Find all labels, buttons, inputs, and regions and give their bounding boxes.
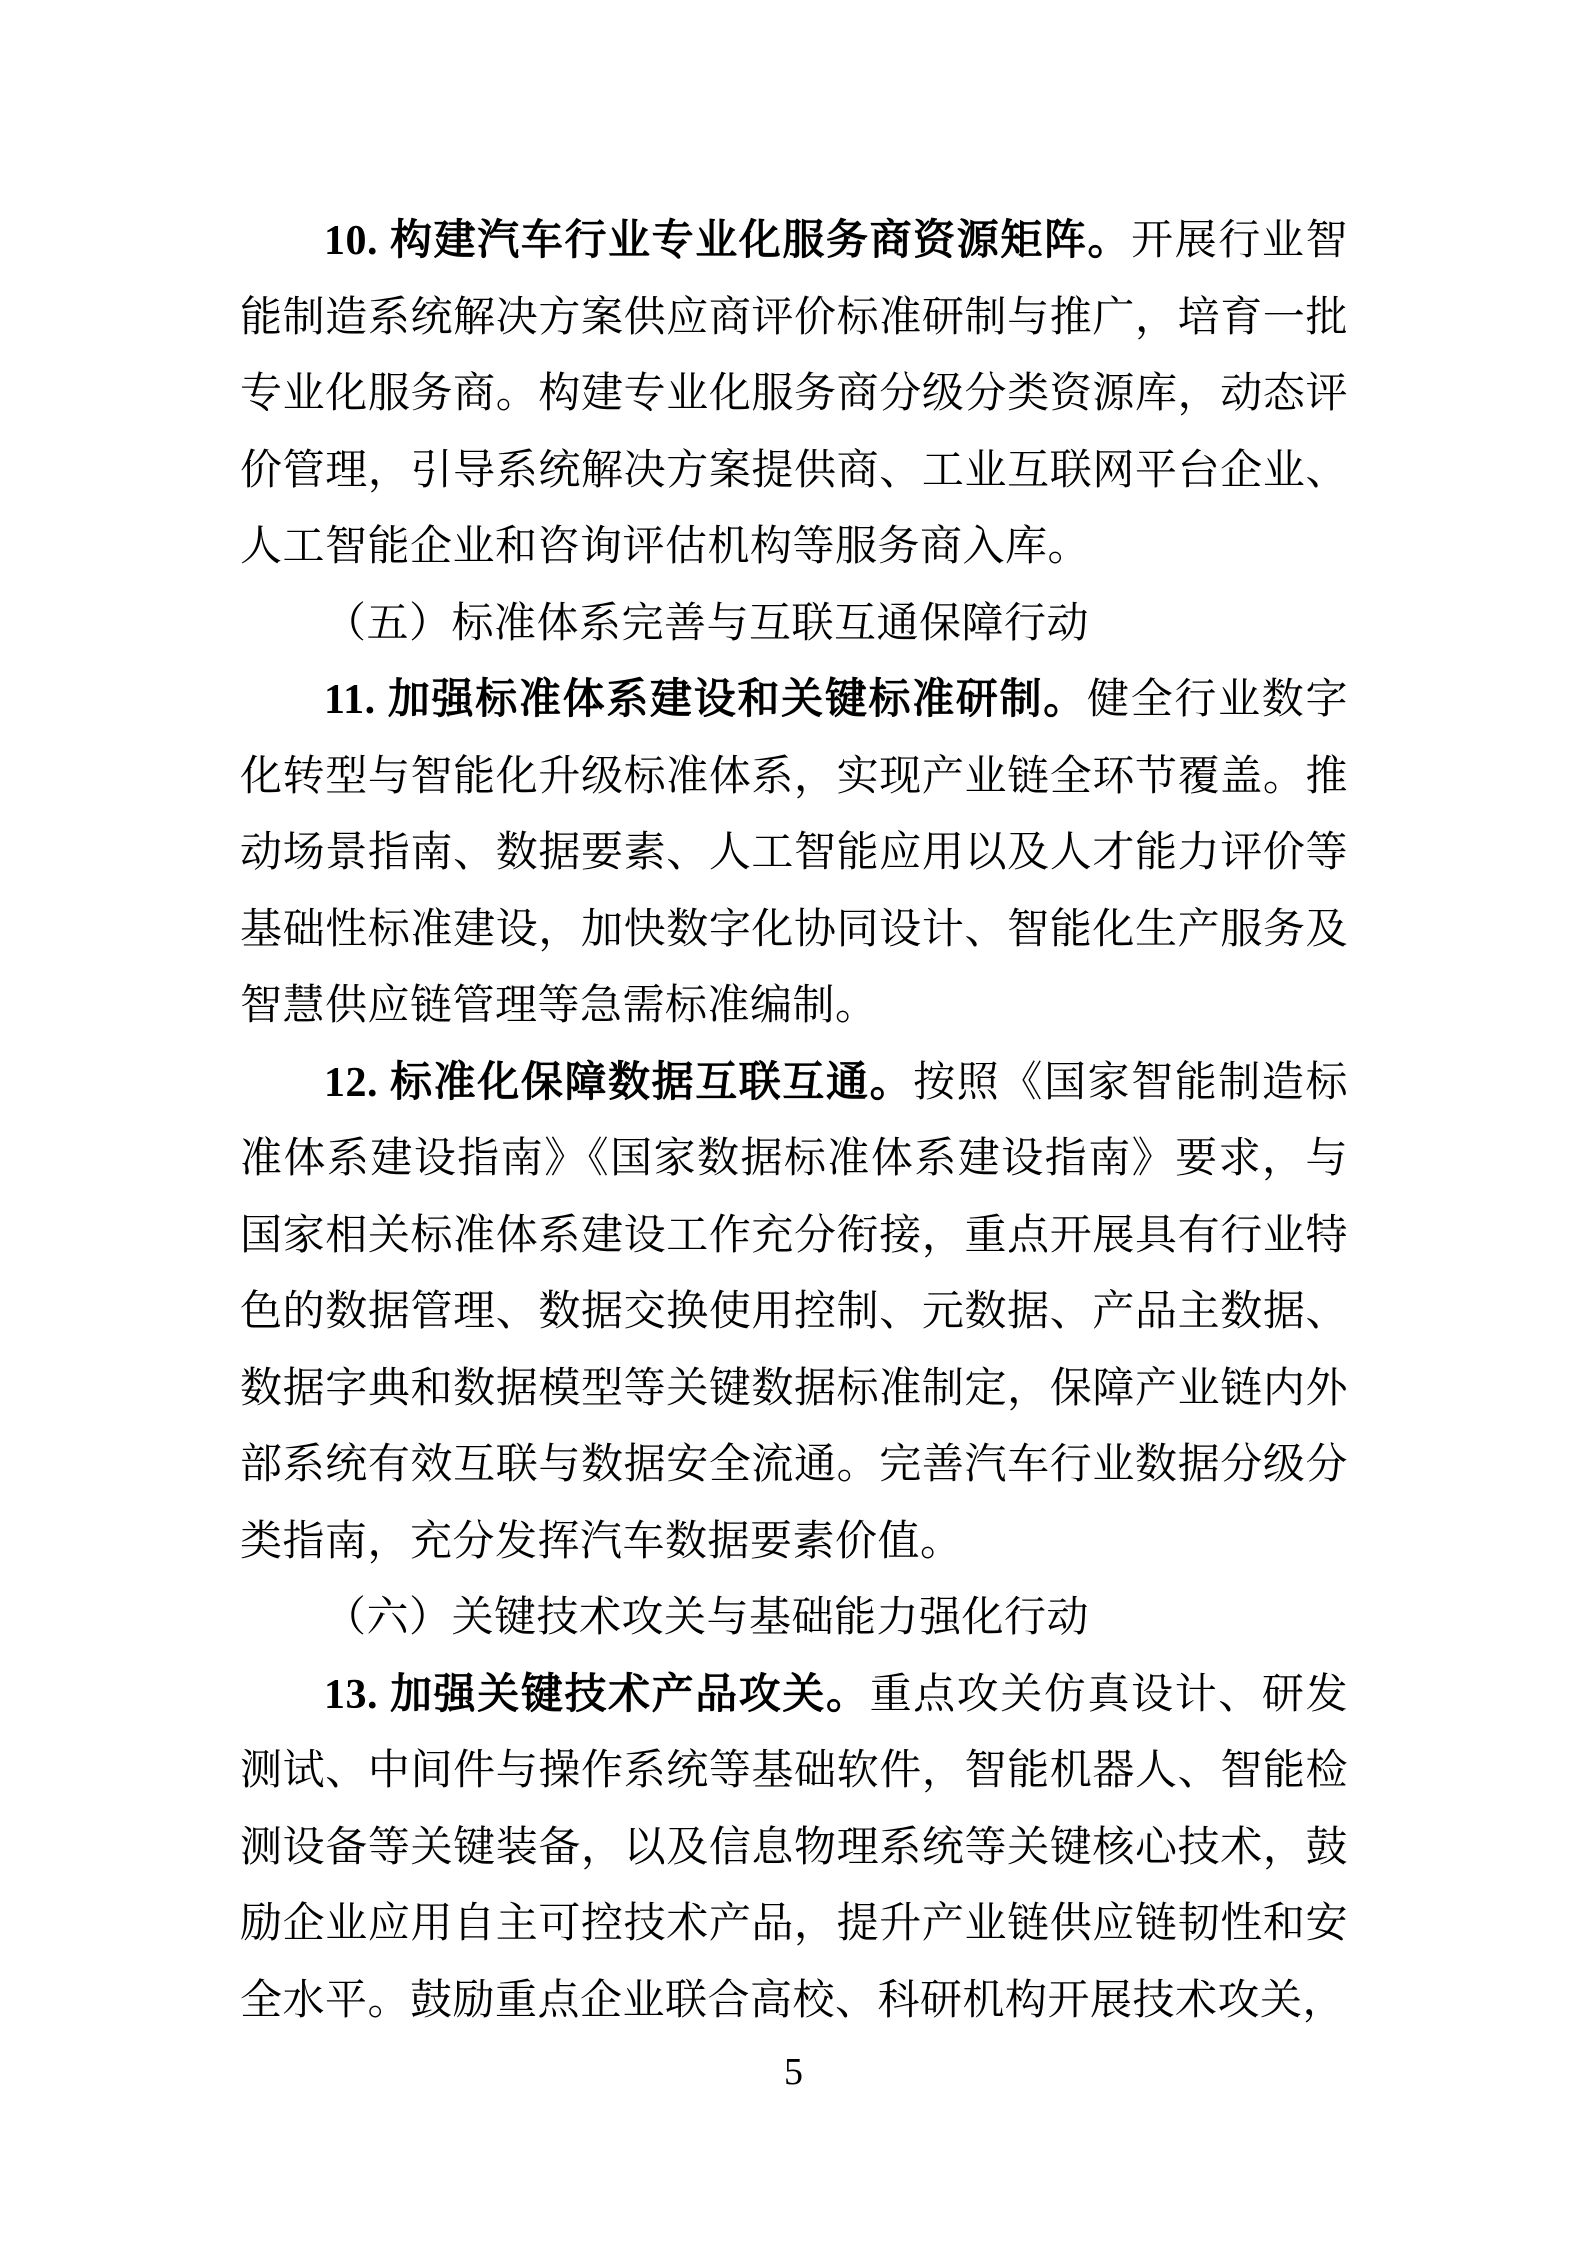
paragraph-12-lead: 12. 标准化保障数据互联互通。: [324, 1059, 914, 1106]
paragraph-item-10: [240, 203, 1348, 586]
paragraph-item-12: [240, 1045, 1348, 1581]
paragraph-11-lead: 11. 加强标准体系建设和关键标准研制。: [324, 677, 1088, 723]
paragraph-item-11: [240, 662, 1348, 1045]
paragraph-11-body: 健全行业数字化转型与智能化升级标准体系，实现产业链全环节覆盖。推动场景指南、数据要素、人工智能应用以及人才能力评价等基础性标准建设，加快数字化协同设计、智能化生产服务及智慧供应链管理等急需标准编制。: [240, 677, 1348, 1029]
page-number: 5: [784, 2051, 803, 2093]
paragraph-item-13: [240, 1657, 1348, 2040]
paragraph-10-body: 开展行业智能制造系统解决方案供应商评价标准研制与推广，培育一批专业化服务商。构建专业化服务商分级分类资源库，动态评价管理，引导系统解决方案提供商、工业互联网平台企业、人工智能企业和咨询评估机构等服务商入库。: [240, 218, 1348, 570]
document-text-block: [240, 203, 1348, 2039]
section-heading-6: （六）关键技术攻关与基础能力强化行动: [324, 1595, 1090, 1641]
paragraph-13-lead: 13. 加强关键技术产品攻关。: [324, 1671, 870, 1718]
section-heading-5: （五）标准体系完善与互联互通保障行动: [324, 600, 1090, 647]
paragraph-12-body: 按照《国家智能制造标准体系建设指南》《国家数据标准体系建设指南》要求，与国家相关标准体系建设工作充分衔接，重点开展具有行业特色的数据管理、数据交换使用控制、元数据、产品主数据、数据字典和数据模型等关键数据标准制定，保障产业链内外部系统有效互联与数据安全流通。完善汽车行业数据分级分类指南，充分发挥汽车数据要素价值。: [240, 1059, 1348, 1565]
paragraph-10-lead: 10. 构建汽车行业专业化服务商资源矩阵。: [324, 218, 1132, 264]
paragraph-13-body: 重点攻关仿真设计、研发测试、中间件与操作系统等基础软件，智能机器人、智能检测设备等关键装备，以及信息物理系统等关键核心技术，鼓励企业应用自主可控技术产品，提升产业链供应链韧性和安全水平。鼓励重点企业联合高校、科研机构开展技术攻关，: [240, 1671, 1348, 2024]
